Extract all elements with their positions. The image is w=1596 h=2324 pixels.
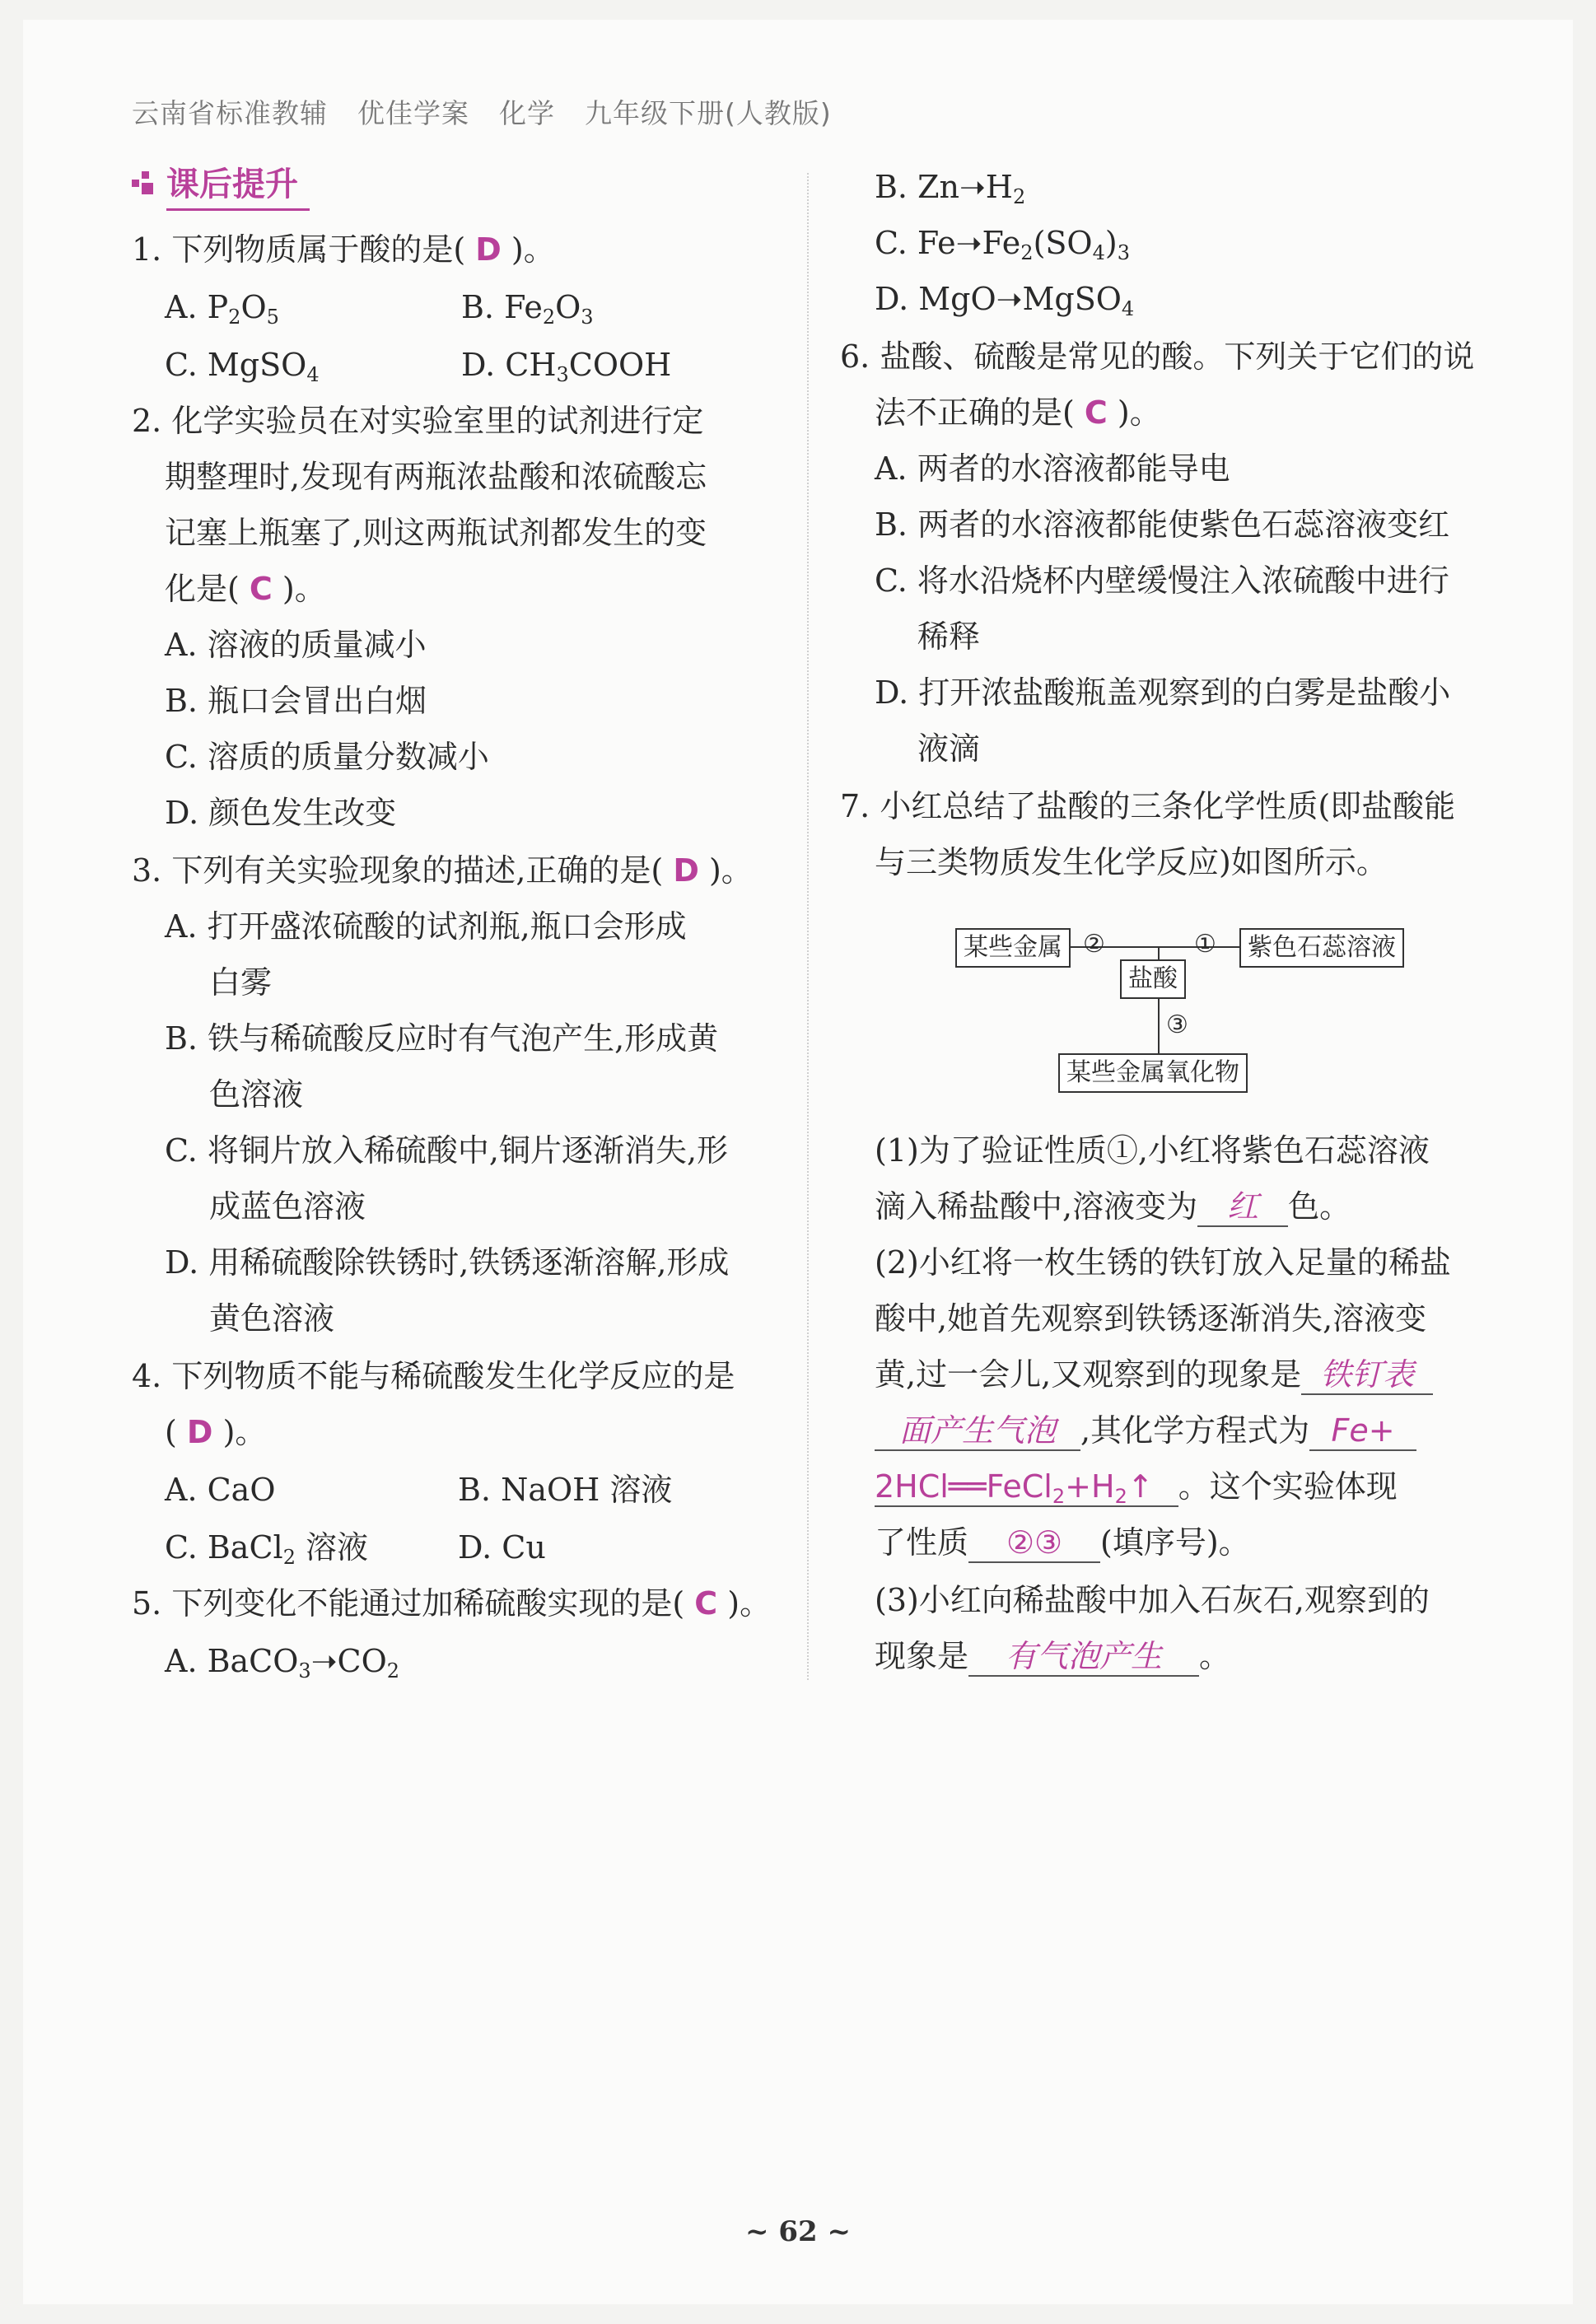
q6-answer: C <box>1084 394 1108 431</box>
q3-stem: 3. 下列有关实验现象的描述,正确的是( D )。 <box>132 852 753 889</box>
diagram-label-2: ② <box>1083 930 1105 959</box>
q2-option-b: B. 瓶口会冒出白烟 <box>165 683 427 719</box>
q4-answer: D <box>186 1414 213 1450</box>
running-header <box>132 92 861 131</box>
q3-option-c-line1: C. 将铜片放入稀硫酸中,铜片逐渐消失,形 <box>165 1132 729 1169</box>
q1-option-d: D. $CH_3COOH$ <box>461 347 672 386</box>
q2-line-2: 期整理时,发现有两瓶浓盐酸和浓硫酸忘 <box>165 459 707 495</box>
q7-part1-answer: 红 <box>1197 1188 1288 1227</box>
q2-line-1: 2. 化学实验员在对实验室里的试剂进行定 <box>132 403 704 439</box>
diagram-box-metal-oxides: 某些金属氧化物 <box>1058 1053 1248 1093</box>
q7-part2-answer-properties: ②③ <box>968 1524 1100 1563</box>
q7-line-1: 7. 小红总结了盐酸的三条化学性质(即盐酸能 <box>840 788 1456 824</box>
q4-option-a: A. CaO <box>165 1472 276 1508</box>
q3-option-c-line2: 成蓝色溶液 <box>209 1188 366 1225</box>
q7-part2-line5: $2HCl══FeCl_2+H_2↑$ 。这个实验体现 <box>875 1468 1398 1508</box>
column-divider <box>807 173 809 1680</box>
q3-option-d-line1: D. 用稀硫酸除铁锈时,铁锈逐渐溶解,形成 <box>165 1244 730 1281</box>
q2-answer: C <box>249 571 273 607</box>
q2-line-3: 记塞上瓶塞了,则这两瓶试剂都发生的变 <box>165 515 707 551</box>
q1-option-c: C. MgSO$_4$ <box>165 347 320 386</box>
q7-part2-line6: 了性质 ②③ (填序号)。 <box>875 1524 1250 1563</box>
q2-option-c: C. 溶质的质量分数减小 <box>165 739 489 775</box>
q2-option-a: A. 溶液的质量减小 <box>165 627 427 663</box>
q6-option-c-line2: 稀释 <box>917 618 981 655</box>
q7-part2-answer-line1: 铁钉表 <box>1301 1356 1433 1395</box>
diagram-box-metals: 某些金属 <box>955 928 1071 968</box>
q7-part3-line1: (3)小红向稀盐酸中加入石灰石,观察到的 <box>875 1582 1430 1618</box>
q7-part2-equation: $2HCl══FeCl_2+H_2↑$ <box>875 1468 1178 1507</box>
header-grade: 九年级下册(人教版) <box>585 97 832 129</box>
q7-part2-line3: 黄,过一会儿,又观察到的现象是 铁钉表 <box>875 1356 1433 1395</box>
diagram-box-hcl: 盐酸 <box>1120 959 1186 999</box>
q7-part2-line4: 面产生气泡 ,其化学方程式为 Fe+ <box>875 1412 1416 1451</box>
q3-option-d-line2: 黄色溶液 <box>209 1300 335 1337</box>
q1-answer: D <box>475 231 502 268</box>
q3-option-a-line2: 白雾 <box>209 964 273 1001</box>
q7-part2-line2: 酸中,她首先观察到铁锈逐渐消失,溶液变 <box>875 1300 1427 1337</box>
header-series: 云南省标准教辅 <box>132 97 328 129</box>
hydrochloric-acid-diagram <box>947 918 1416 1108</box>
q6-option-a: A. 两者的水溶液都能导电 <box>875 450 1230 487</box>
q1-option-a: A. $P_2O_5$ <box>165 289 279 329</box>
diagram-label-1: ① <box>1194 930 1216 959</box>
q4-option-c: C. BaCl$_2$ 溶液 <box>165 1529 369 1569</box>
q7-part2-equation-start: Fe+ <box>1309 1412 1416 1451</box>
q3-answer: D <box>673 852 699 889</box>
q7-part3-answer: 有气泡产生 <box>968 1637 1199 1677</box>
q4-line-1: 4. 下列物质不能与稀硫酸发生化学反应的是 <box>132 1358 735 1394</box>
q2-option-d: D. 颜色发生改变 <box>165 795 397 831</box>
page-number: ~ 62 ~ <box>745 2215 851 2248</box>
q5-option-b: B. $Zn➝H_2$ <box>875 169 1026 208</box>
q1-option-b: B. $Fe_2O_3$ <box>461 289 594 329</box>
q6-line-2: 法不正确的是( C )。 <box>875 394 1161 431</box>
q7-part2-line1: (2)小红将一枚生锈的铁钉放入足量的稀盐 <box>875 1244 1451 1281</box>
q3-option-a-line1: A. 打开盛浓硫酸的试剂瓶,瓶口会形成 <box>165 908 687 945</box>
q6-option-d-line1: D. 打开浓盐酸瓶盖观察到的白雾是盐酸小 <box>875 674 1451 711</box>
q7-part1-line1: (1)为了验证性质①,小红将紫色石蕊溶液 <box>875 1132 1430 1169</box>
q6-line-1: 6. 盐酸、硫酸是常见的酸。下列关于它们的说 <box>840 338 1475 375</box>
q7-part3-line2: 现象是 有气泡产生 。 <box>875 1637 1230 1677</box>
header-subject: 化学 <box>499 97 555 129</box>
q1-stem: 1. 下列物质属于酸的是( D )。 <box>132 231 555 268</box>
q6-option-d-line2: 液滴 <box>917 730 981 767</box>
q4-option-b: B. NaOH 溶液 <box>458 1472 673 1508</box>
q5-stem: 5. 下列变化不能通过加稀硫酸实现的是( C )。 <box>132 1585 772 1622</box>
q2-line-4: 化是( C )。 <box>165 571 326 607</box>
q4-option-d: D. Cu <box>458 1529 546 1566</box>
q6-option-b: B. 两者的水溶液都能使紫色石蕊溶液变红 <box>875 506 1450 543</box>
q6-option-c-line1: C. 将水沿烧杯内壁缓慢注入浓硫酸中进行 <box>875 562 1449 599</box>
q3-option-b-line1: B. 铁与稀硫酸反应时有气泡产生,形成黄 <box>165 1020 719 1057</box>
q5-answer: C <box>694 1585 718 1622</box>
q5-option-a: A. $BaCO_3➝CO_2$ <box>165 1643 400 1682</box>
section-heading <box>132 158 310 211</box>
q5-option-c: C. $Fe➝Fe_2(SO_4)_3$ <box>875 225 1130 264</box>
q7-part1-line2: 滴入稀盐酸中,溶液变为 红 色。 <box>875 1188 1351 1227</box>
section-title: 课后提升 <box>166 158 310 211</box>
q5-option-d: D. MgO➝MgSO$_4$ <box>875 281 1135 320</box>
section-dots-icon <box>132 168 156 201</box>
header-book: 优佳学案 <box>357 97 469 129</box>
diagram-box-litmus: 紫色石蕊溶液 <box>1239 928 1404 968</box>
q3-option-b-line2: 色溶液 <box>209 1076 304 1113</box>
q4-line-2: ( D )。 <box>165 1414 267 1450</box>
diagram-label-3: ③ <box>1166 1010 1188 1039</box>
q7-part2-answer-line2: 面产生气泡 <box>875 1412 1080 1451</box>
q7-line-2: 与三类物质发生化学反应)如图所示。 <box>875 844 1388 880</box>
